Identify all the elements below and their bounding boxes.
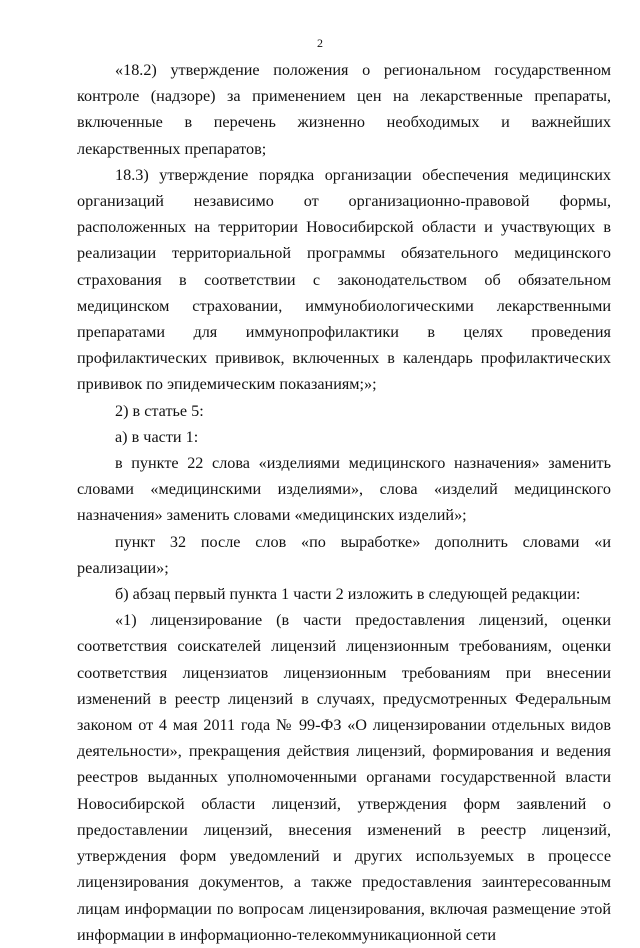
paragraph-licensing: «1) лицензирование (в части предоставления лицензий, оценки соответствия соискателей лицензий лицензионным требованиям, оценки соответствия лицензиатов лицензионным требованиям при внесении изменений в реестр лицензий в случаях, предусмотренных Федеральным законом от 4 мая 2011 года № 99-ФЗ «О лицензировании отдельных видов деятельности», прекращения действия лицензий, формирования и ведения реестров выданных уполномоченными органами государственной власти Новосибирской области лицензий, утверждения форм заявлений о предоставлении лицензий, внесения изменений в реестр лицензий, утверждения форм уведомлений и других используемых в процессе лицензирования документов, а также предоставления заинтересованным лицам информации по вопросам лицензирования, включая размещение этой информации в информационно-телекоммуникационной сети <box>77 611 611 944</box>
paragraph-point-22: в пункте 22 слова «изделиями медицинского назначения» заменить словами «медицинскими изделиями», слова «изделий медицинского назначения» заменить словами «медицинских изделий»; <box>77 454 611 525</box>
paragraph-article-5: 2) в статье 5: <box>115 401 204 420</box>
paragraph-point-32: пункт 32 после слов «по выработке» дополнить словами «и реализации»; <box>77 532 611 577</box>
paragraph-part-2-intro: б) абзац первый пункта 1 части 2 изложить в следующей редакции: <box>115 585 581 604</box>
document-body <box>77 57 611 948</box>
paragraph-part-1: а) в части 1: <box>115 427 199 446</box>
page-number: 2 <box>317 36 323 50</box>
paragraph-item-18-3: 18.3) утверждение порядка организации обеспечения медицинских организаций независимо от организационно-правовой формы, расположенных на территории Новосибирской области и участвующих в реализации территориальной программы обязательного медицинского страхования в соответствии с законодательством об обязательном медицинском страховании, иммунобиологическими лекарственными препаратами для иммунопрофилактики в целях проведения профилактических прививок, включенных в календарь профилактических прививок по эпидемическим показаниям;»; <box>77 165 611 394</box>
paragraph-item-18-2: «18.2) утверждение положения о региональном государственном контроле (надзоре) за применением цен на лекарственные препараты, включенные в перечень жизненно необходимых и важнейших лекарственных препаратов; <box>77 61 611 158</box>
